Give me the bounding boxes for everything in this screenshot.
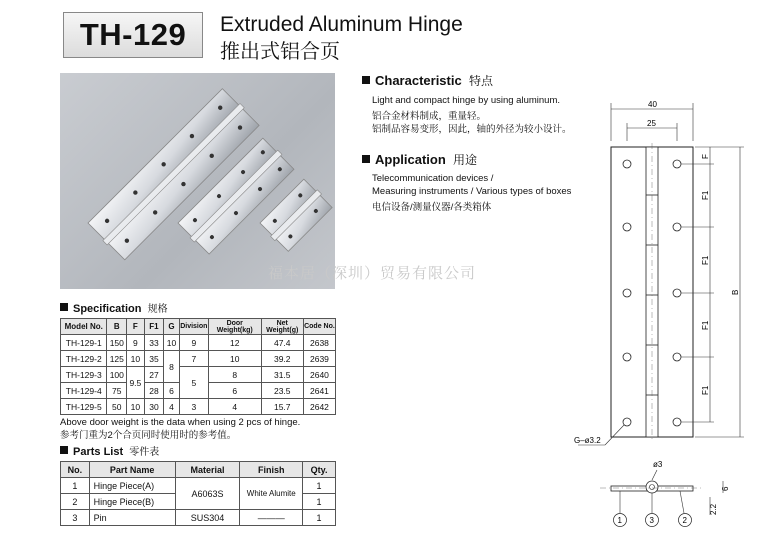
application-heading: Application 用途 [362, 151, 571, 168]
dim-f1-label: F1 [701, 320, 710, 330]
table-row: 1 Hinge Piece(A) A6063S White Alumite 1 [61, 478, 336, 494]
model-badge [63, 12, 203, 58]
table-header-row: No. Part Name Material Finish Qty. [61, 462, 336, 478]
dim-25-label: 25 [647, 119, 656, 128]
dim-f1-label: F1 [701, 190, 710, 200]
bullet-square-icon [362, 155, 370, 163]
callout-1: 1 [617, 516, 622, 525]
product-title-en: Extruded Aluminum Hinge [220, 13, 463, 36]
spec-note-cn: 参考门重为2个合页同时使用时的参考值。 [60, 430, 237, 441]
table-row: TH-129-4 75 28 6 6 23.5 2641 [61, 383, 336, 399]
application-line-2: Measuring instruments / Various types of boxes [372, 186, 572, 197]
table-row: 3 Pin SUS304 ——— 1 [61, 510, 336, 526]
parts-list-section [60, 443, 336, 526]
dim-f1-label: F1 [701, 255, 710, 265]
bullet-square-icon [60, 303, 68, 311]
dim-f-label: F [701, 154, 710, 159]
dim-6-label: 6 [721, 486, 730, 491]
company-watermark: 福本居（深圳）贸易有限公司 [268, 265, 477, 282]
parts-table [60, 461, 336, 526]
application-line-3: 电信设备/测量仪器/各类箱体 [372, 202, 492, 213]
callout-2: 2 [682, 516, 687, 525]
characteristic-line-2: 铝合金材料制成，重量轻。 [372, 111, 487, 122]
dim-22-label: 2.2 [709, 503, 718, 515]
specification-table [60, 318, 336, 415]
application-section [362, 151, 571, 214]
product-title-cn: 推出式铝合页 [220, 41, 340, 63]
parts-list-heading: Parts List 零件表 [60, 443, 336, 458]
specification-section [60, 300, 336, 442]
product-photo [60, 73, 335, 289]
technical-drawing [560, 95, 768, 540]
table-row: TH-129-2 125 10 35 8 7 10 39.2 2639 [61, 351, 336, 367]
dim-f1-label: F1 [701, 385, 710, 395]
table-header-row: Model No. B F F1 G Division Door Weight(kg) Net Weight(g) Code No. [61, 319, 336, 335]
spec-note-en: Above door weight is the data when using 2 pcs of hinge. [60, 417, 301, 428]
table-row: TH-129-5 50 10 30 4 3 4 15.7 2642 [61, 399, 336, 415]
characteristic-section [362, 72, 572, 136]
hinge-photo-illustration [60, 73, 335, 289]
characteristic-line-3: 铝制品容易变形，因此，轴的外径为较小设计。 [372, 124, 572, 135]
pin-diameter-label: ø3 [653, 460, 663, 469]
dim-40-label: 40 [648, 100, 657, 109]
hole-callout: G–ø3.2 [574, 436, 601, 445]
table-row: TH-129-3 100 9.5 27 5 8 31.5 2640 [61, 367, 336, 383]
table-row: 2 Hinge Piece(B) 1 [61, 494, 336, 510]
bullet-square-icon [362, 76, 370, 84]
table-row: TH-129-1 150 9 33 10 9 12 47.4 2638 [61, 335, 336, 351]
characteristic-heading: Characteristic 特点 [362, 72, 572, 89]
model-number: TH-129 [79, 17, 187, 52]
specification-heading: Specification 规格 [60, 300, 336, 315]
callout-3: 3 [649, 516, 654, 525]
dim-b-label: B [731, 289, 740, 295]
bullet-square-icon [60, 446, 68, 454]
characteristic-line-1: Light and compact hinge by using aluminum. [372, 95, 561, 106]
application-line-1: Telecommunication devices / [372, 173, 494, 184]
